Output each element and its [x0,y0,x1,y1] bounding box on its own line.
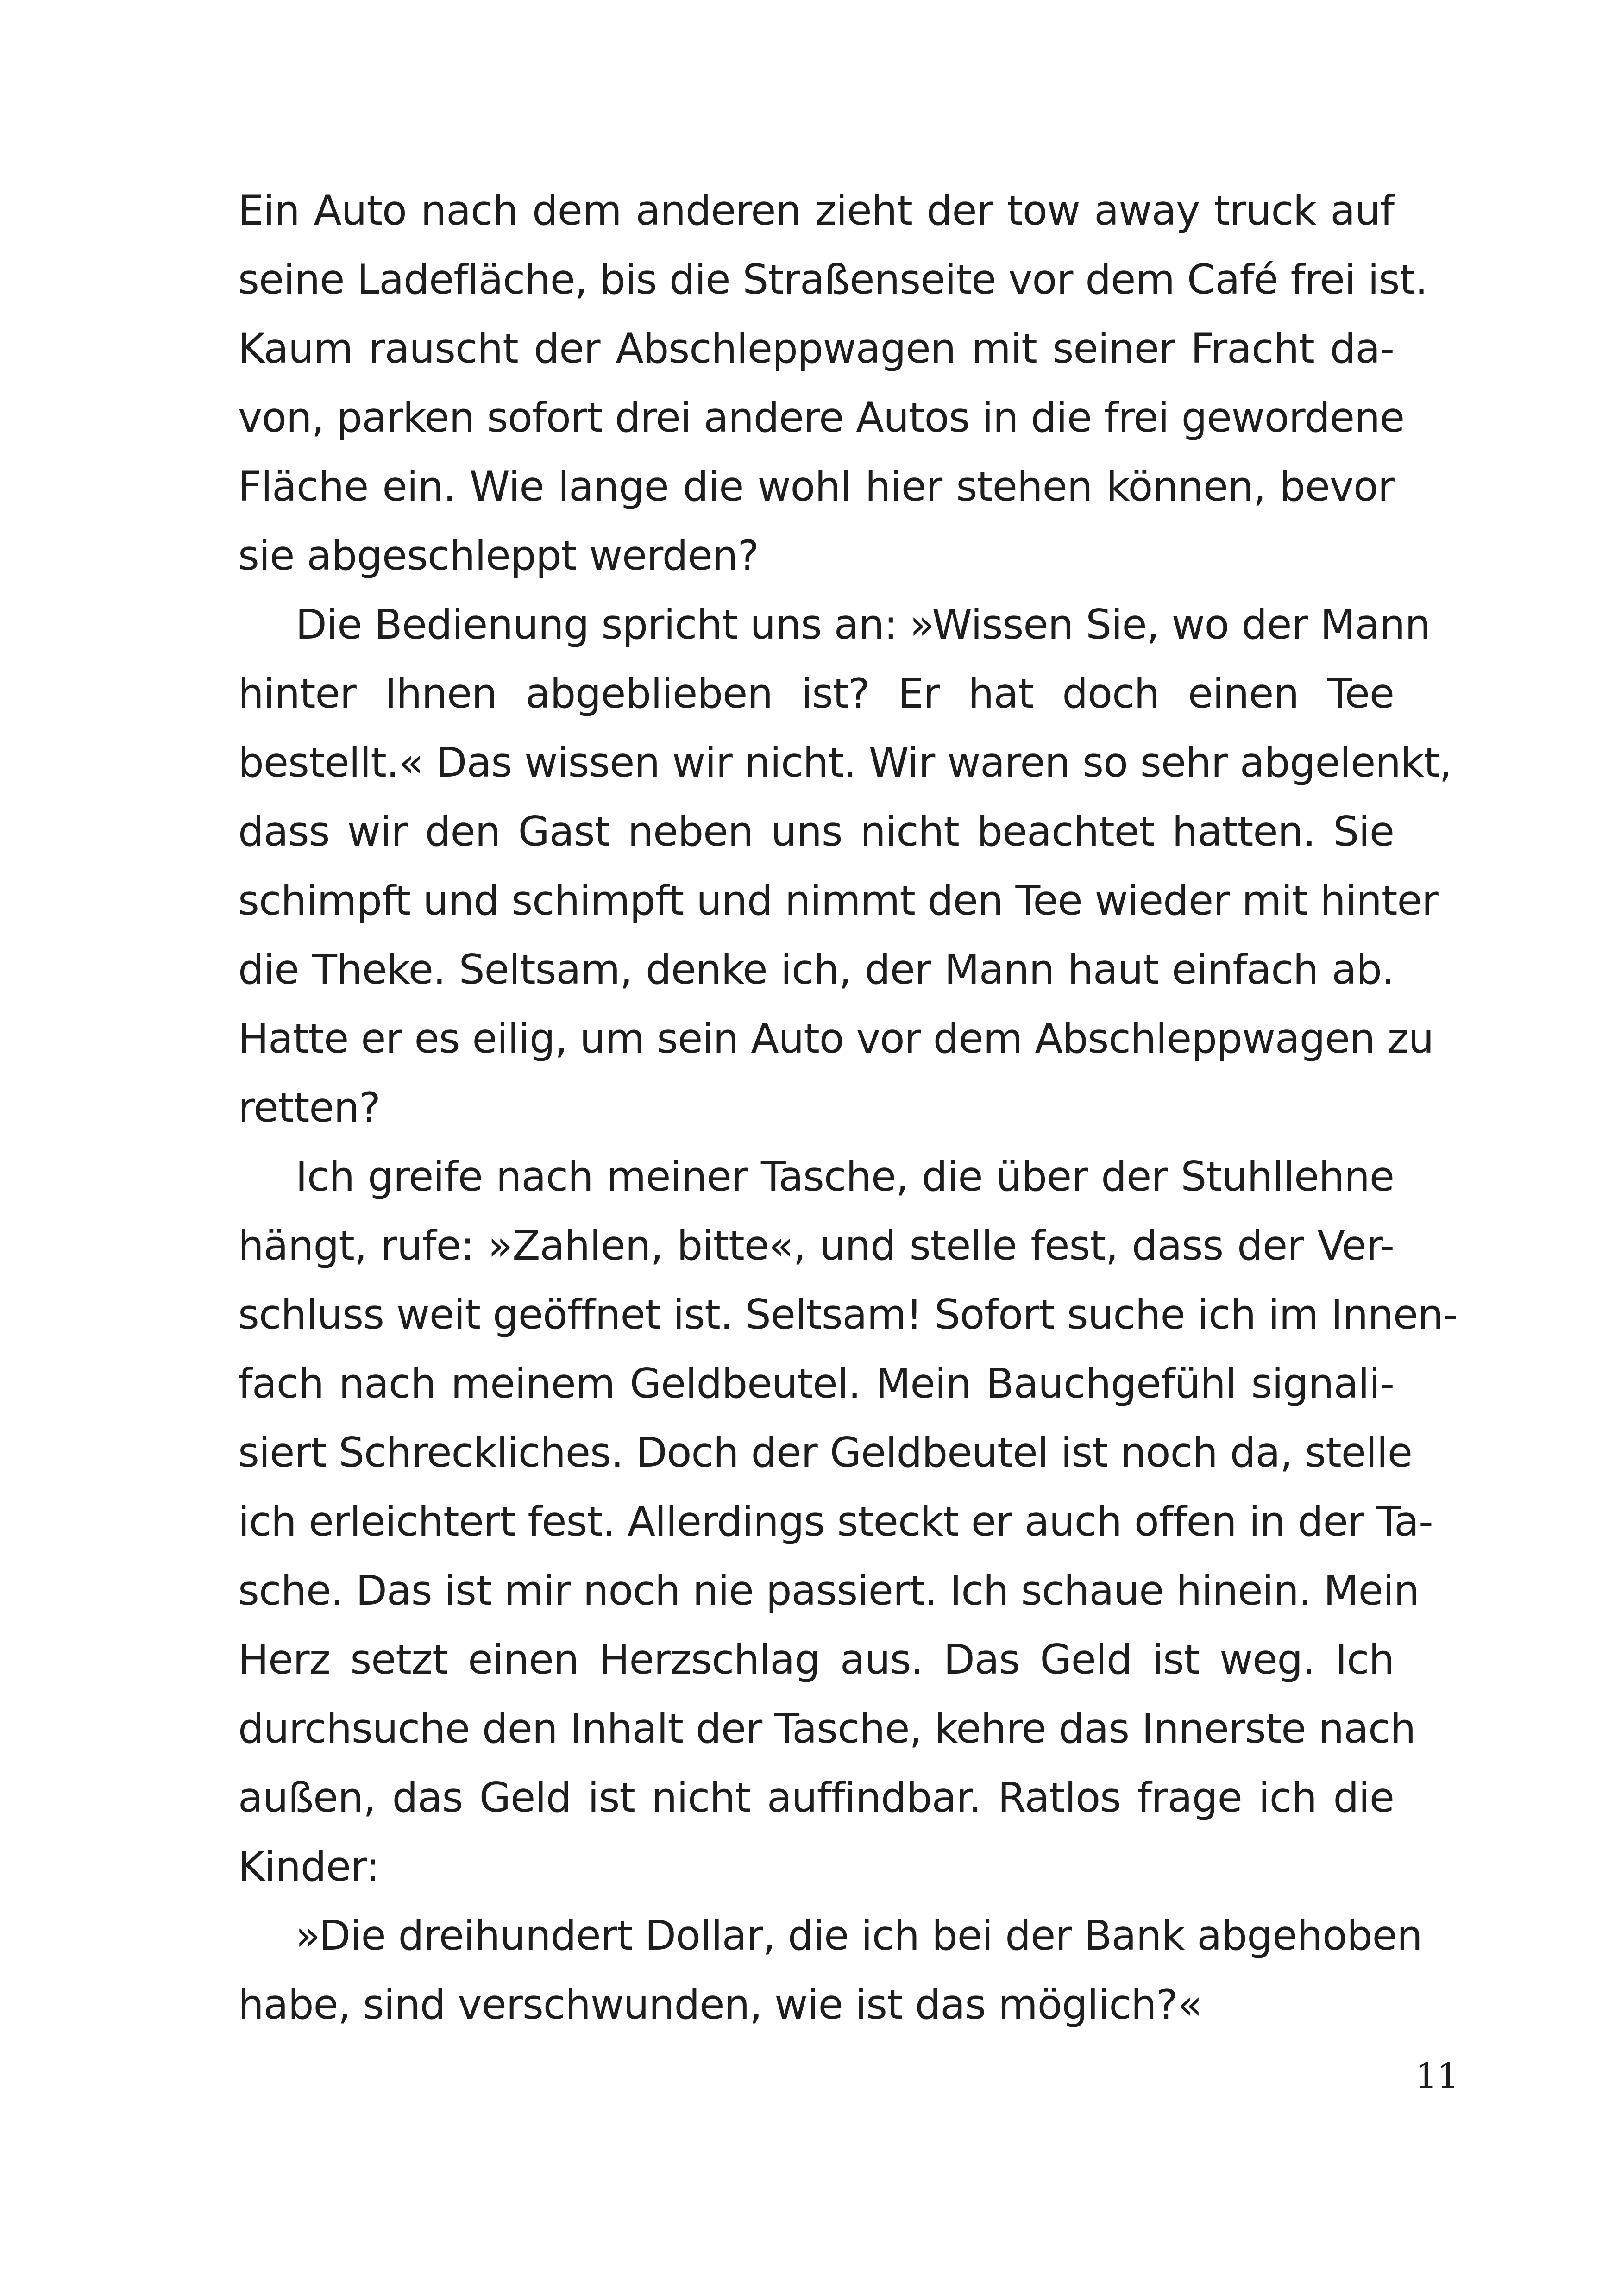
text-line: retten? [238,1084,381,1131]
text-line: Kaum rauscht der Abschleppwagen mit seiner Fracht da- [238,325,1394,372]
text-line: Herz setzt einen Herzschlag aus. Das Geld ist weg. Ich [238,1636,1394,1683]
text-line: dass wir den Gast neben uns nicht beachtet hatten. Sie [238,808,1394,855]
text-line: ich erleichtert fest. Allerdings steckt er auch offen in der Ta- [238,1498,1433,1545]
text-line: hinter Ihnen abgeblieben ist? Er hat doch einen Tee [238,670,1394,717]
text-line: habe, sind verschwunden, wie ist das möglich?« [238,1981,1202,2028]
text-line: sie abgeschleppt werden? [238,532,759,579]
text-line: außen, das Geld ist nicht auffindbar. Ratlos frage ich die [238,1774,1394,1821]
text-line: fach nach meinem Geldbeutel. Mein Bauchgefühl signali- [238,1360,1394,1407]
text-line: bestellt.« Das wissen wir nicht. Wir waren so sehr abgelenkt, [238,739,1452,786]
text-line: Hatte er es eilig, um sein Auto vor dem Abschleppwagen zu [238,1015,1434,1062]
text-line: Kinder: [238,1843,380,1890]
body-text [238,176,1458,2039]
text-line: schimpft und schimpft und nimmt den Tee wieder mit hinter [238,877,1438,924]
text-line: siert Schreckliches. Doch der Geldbeutel ist noch da, stelle [238,1429,1412,1476]
text-line: Fläche ein. Wie lange die wohl hier stehen können, bevor [238,463,1394,510]
page-number: 11 [1415,2056,1459,2096]
text-line: von, parken sofort drei andere Autos in die frei gewordene [238,394,1405,441]
text-line: seine Ladefläche, bis die Straßenseite vor dem Café frei ist. [238,256,1428,303]
paragraph-start-line: »Die dreihundert Dollar, die ich bei der Bank abgehoben [295,1912,1422,1959]
text-line: sche. Das ist mir noch nie passiert. Ich schaue hinein. Mein [238,1567,1419,1614]
text-line: die Theke. Seltsam, denke ich, der Mann haut einfach ab. [238,946,1394,993]
paragraph-start-line: Die Bedienung spricht uns an: »Wissen Sie, wo der Mann [295,601,1430,648]
text-line: durchsuche den Inhalt der Tasche, kehre das Innerste nach [238,1705,1416,1752]
text-line: Ein Auto nach dem anderen zieht der tow away truck auf [238,187,1394,234]
paragraph-start-line: Ich greife nach meiner Tasche, die über der Stuhllehne [295,1153,1394,1200]
text-line: hängt, rufe: »Zahlen, bitte«, und stelle fest, dass der Ver- [238,1222,1394,1269]
text-line: schluss weit geöffnet ist. Seltsam! Sofort suche ich im Innen- [238,1291,1458,1338]
